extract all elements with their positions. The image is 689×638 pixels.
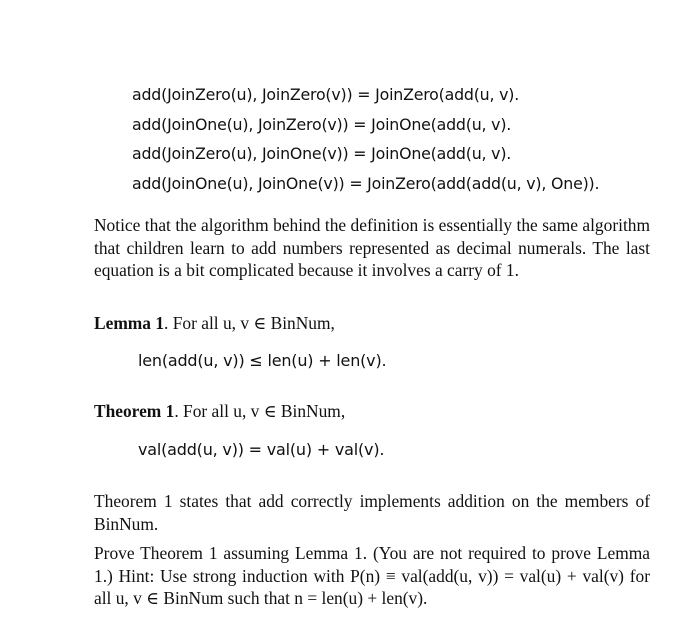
paragraph-prove-instruction: Prove Theorem 1 assuming Lemma 1. (You are not required to prove Lemma 1.) Hint: Use strong induction with P(n) ≡ val(add(u, v)) = val(u) + val(v) for all u, v ∈ BinNum such that n = len(u) + len(v). (94, 543, 650, 608)
equation-block (132, 80, 652, 198)
equation-line: add(JoinZero(u), JoinZero(v)) = JoinZero(add(u, v). (132, 85, 520, 104)
theorem-intro: . For all u, v ∈ BinNum, (174, 401, 346, 421)
lemma-label: Lemma 1 (94, 313, 165, 333)
theorem-formula: val(add(u, v)) = val(u) + val(v). (138, 440, 385, 459)
equation-line: add(JoinZero(u), JoinOne(v)) = JoinOne(add(u, v). (132, 144, 512, 163)
equation-line: add(JoinOne(u), JoinZero(v)) = JoinOne(add(u, v). (132, 114, 512, 134)
equation-line: add(JoinOne(u), JoinOne(v)) = JoinZero(add(add(u, v), One)). (132, 173, 600, 193)
paragraph-theorem-statement: Theorem 1 states that add correctly implements addition on the members of BinNum. (94, 491, 650, 534)
lemma-formula: len(add(u, v)) ≤ len(u) + len(v). (138, 351, 387, 370)
lemma-intro: . For all u, v ∈ BinNum, (164, 313, 335, 333)
theorem-heading (94, 400, 345, 422)
theorem-label: Theorem 1 (94, 401, 175, 421)
lemma-heading (94, 312, 335, 334)
paragraph-notice: Notice that the algorithm behind the definition is essentially the same algorithm that children learn to add numbers represented as decimal numerals. The last equation is a bit complicated because it involves a carry of 1. (94, 215, 650, 280)
